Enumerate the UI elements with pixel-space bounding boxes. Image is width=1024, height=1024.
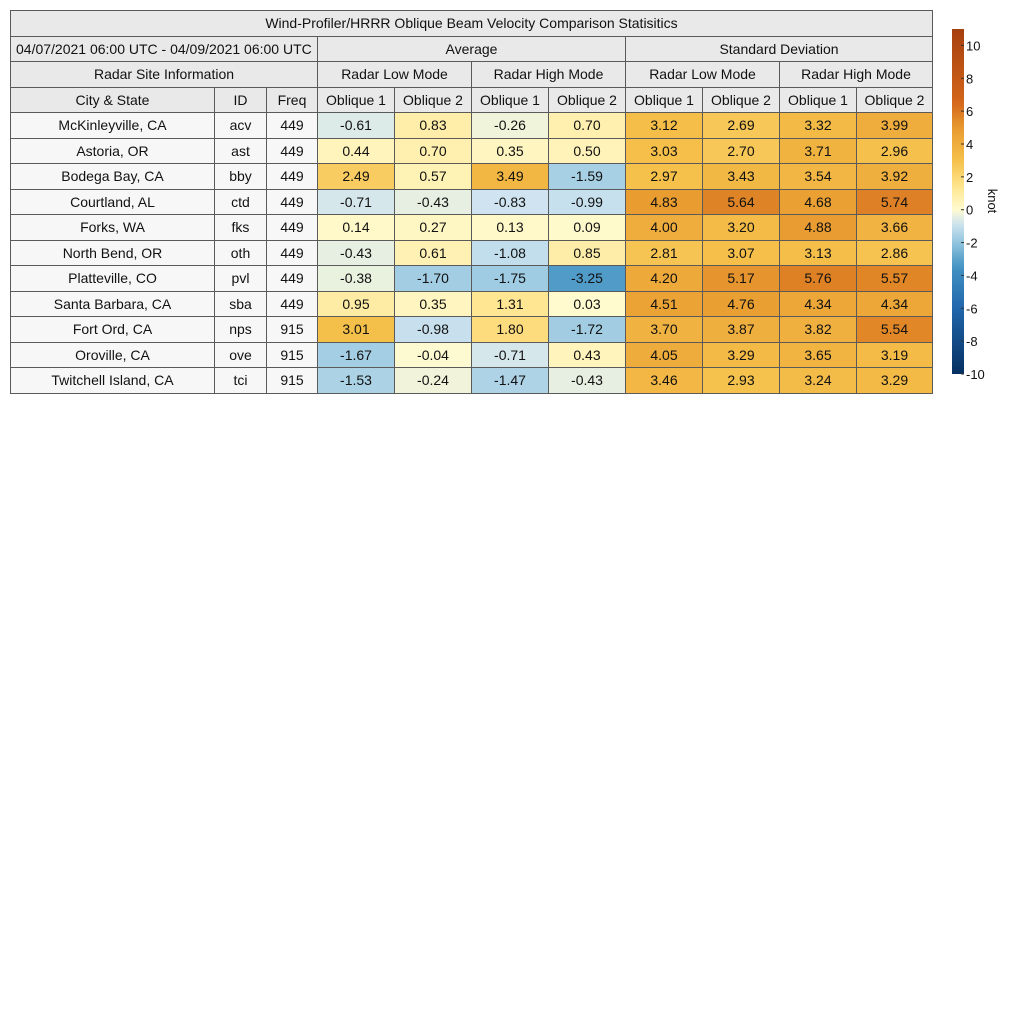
site-freq: 449 xyxy=(267,113,318,139)
stddev-cell: 3.54 xyxy=(780,164,857,190)
stddev-cell: 4.20 xyxy=(626,266,703,292)
site-freq: 449 xyxy=(267,164,318,190)
table-title: Wind-Profiler/HRRR Oblique Beam Velocity Comparison Statisitics xyxy=(11,11,933,37)
site-freq: 915 xyxy=(267,368,318,394)
average-cell: 0.70 xyxy=(395,138,472,164)
table-row xyxy=(11,342,933,368)
site-city: Twitchell Island, CA xyxy=(11,368,215,394)
average-cell: 0.95 xyxy=(318,291,395,317)
site-id: fks xyxy=(215,215,267,241)
site-id: ove xyxy=(215,342,267,368)
stddev-cell: 4.83 xyxy=(626,189,703,215)
stddev-cell: 5.17 xyxy=(703,266,780,292)
stddev-cell: 4.00 xyxy=(626,215,703,241)
stddev-cell: 3.71 xyxy=(780,138,857,164)
site-freq: 915 xyxy=(267,342,318,368)
average-cell: -0.43 xyxy=(549,368,626,394)
stddev-cell: 3.29 xyxy=(857,368,933,394)
average-cell: -0.99 xyxy=(549,189,626,215)
average-cell: -1.53 xyxy=(318,368,395,394)
table-row xyxy=(11,138,933,164)
stddev-cell: 3.13 xyxy=(780,240,857,266)
site-freq: 449 xyxy=(267,240,318,266)
average-cell: -3.25 xyxy=(549,266,626,292)
site-city: McKinleyville, CA xyxy=(11,113,215,139)
stddev-cell: 3.12 xyxy=(626,113,703,139)
stddev-cell: 3.70 xyxy=(626,317,703,343)
colorbar-tick-label: 10 xyxy=(966,38,981,54)
stddev-cell: 3.07 xyxy=(703,240,780,266)
stats-table xyxy=(10,10,933,394)
table-body xyxy=(11,113,933,394)
average-cell: 0.70 xyxy=(549,113,626,139)
site-freq: 915 xyxy=(267,317,318,343)
stddev-cell: 3.03 xyxy=(626,138,703,164)
site-city: Fort Ord, CA xyxy=(11,317,215,343)
stddev-cell: 4.05 xyxy=(626,342,703,368)
stddev-cell: 4.68 xyxy=(780,189,857,215)
stddev-cell: 2.97 xyxy=(626,164,703,190)
average-cell: -0.71 xyxy=(472,342,549,368)
colorbar-tick-label: 6 xyxy=(966,104,974,120)
colorbar-tick-label: 0 xyxy=(966,202,974,218)
stddev-cell: 4.76 xyxy=(703,291,780,317)
average-cell: 3.01 xyxy=(318,317,395,343)
beam-column-header: Oblique 2 xyxy=(703,87,780,113)
stddev-cell: 5.76 xyxy=(780,266,857,292)
beam-column-header: Oblique 1 xyxy=(472,87,549,113)
site-freq: 449 xyxy=(267,291,318,317)
stddev-cell: 2.86 xyxy=(857,240,933,266)
site-city: Oroville, CA xyxy=(11,342,215,368)
average-cell: 0.13 xyxy=(472,215,549,241)
stddev-cell: 3.43 xyxy=(703,164,780,190)
table-row xyxy=(11,113,933,139)
table-row xyxy=(11,164,933,190)
average-cell: -0.83 xyxy=(472,189,549,215)
site-id: pvl xyxy=(215,266,267,292)
average-cell: -1.59 xyxy=(549,164,626,190)
site-freq: 449 xyxy=(267,138,318,164)
site-freq: 449 xyxy=(267,266,318,292)
stddev-cell: 3.46 xyxy=(626,368,703,394)
stddev-cell: 5.57 xyxy=(857,266,933,292)
stddev-cell: 3.87 xyxy=(703,317,780,343)
colorbar-gradient xyxy=(952,29,964,374)
site-freq: 449 xyxy=(267,215,318,241)
stddev-cell: 4.34 xyxy=(780,291,857,317)
average-cell: -0.24 xyxy=(395,368,472,394)
colorbar-tick-label: -10 xyxy=(966,367,985,382)
beam-column-header: Oblique 2 xyxy=(395,87,472,113)
colorbar-tick-label: 4 xyxy=(966,137,974,152)
site-id: bby xyxy=(215,164,267,190)
average-cell: 2.49 xyxy=(318,164,395,190)
site-id: tci xyxy=(215,368,267,394)
average-cell: 0.50 xyxy=(549,138,626,164)
beam-column-header: Oblique 2 xyxy=(857,87,933,113)
avg-low-mode-header: Radar Low Mode xyxy=(318,62,472,88)
average-cell: -1.70 xyxy=(395,266,472,292)
average-cell: -0.38 xyxy=(318,266,395,292)
average-cell: 0.27 xyxy=(395,215,472,241)
beam-column-header: Oblique 1 xyxy=(318,87,395,113)
stddev-cell: 2.81 xyxy=(626,240,703,266)
average-cell: -1.47 xyxy=(472,368,549,394)
site-id: ctd xyxy=(215,189,267,215)
average-cell: 1.80 xyxy=(472,317,549,343)
stddev-cell: 3.24 xyxy=(780,368,857,394)
table-row xyxy=(11,291,933,317)
stddev-cell: 2.69 xyxy=(703,113,780,139)
site-city: Astoria, OR xyxy=(11,138,215,164)
beam-column-header: Oblique 1 xyxy=(780,87,857,113)
site-city: Forks, WA xyxy=(11,215,215,241)
average-cell: 0.03 xyxy=(549,291,626,317)
stddev-cell: 4.34 xyxy=(857,291,933,317)
site-city: Santa Barbara, CA xyxy=(11,291,215,317)
site-freq: 449 xyxy=(267,189,318,215)
table-row xyxy=(11,240,933,266)
stddev-cell: 4.51 xyxy=(626,291,703,317)
average-cell: 3.49 xyxy=(472,164,549,190)
average-cell: -1.67 xyxy=(318,342,395,368)
city-column-header: City & State xyxy=(11,87,215,113)
site-id: acv xyxy=(215,113,267,139)
colorbar-unit-label: knot xyxy=(985,188,1000,214)
colorbar-tick-label: -8 xyxy=(966,334,978,350)
average-cell: -1.08 xyxy=(472,240,549,266)
date-range: 04/07/2021 06:00 UTC - 04/09/2021 06:00 UTC xyxy=(11,36,318,62)
average-cell: -0.71 xyxy=(318,189,395,215)
stddev-cell: 3.29 xyxy=(703,342,780,368)
stddev-cell: 4.88 xyxy=(780,215,857,241)
site-id: oth xyxy=(215,240,267,266)
colorbar-ticks xyxy=(961,38,985,382)
stddev-cell: 3.66 xyxy=(857,215,933,241)
site-id: sba xyxy=(215,291,267,317)
average-cell: 0.61 xyxy=(395,240,472,266)
average-cell: -0.26 xyxy=(472,113,549,139)
beam-column-header: Oblique 1 xyxy=(626,87,703,113)
beam-column-header: Oblique 2 xyxy=(549,87,626,113)
average-cell: 1.31 xyxy=(472,291,549,317)
average-cell: 0.35 xyxy=(472,138,549,164)
average-cell: -0.43 xyxy=(318,240,395,266)
site-city: North Bend, OR xyxy=(11,240,215,266)
std-high-mode-header: Radar High Mode xyxy=(780,62,933,88)
site-city: Courtland, AL xyxy=(11,189,215,215)
colorbar-tick-label: -6 xyxy=(966,301,978,317)
average-cell: -0.61 xyxy=(318,113,395,139)
colorbar-tick-label: 8 xyxy=(966,71,974,87)
average-cell: -0.98 xyxy=(395,317,472,343)
average-cell: 0.43 xyxy=(549,342,626,368)
stddev-cell: 3.65 xyxy=(780,342,857,368)
std-low-mode-header: Radar Low Mode xyxy=(626,62,780,88)
average-group-header: Average xyxy=(318,36,626,62)
site-id: ast xyxy=(215,138,267,164)
colorbar-tick-label: -2 xyxy=(966,235,978,251)
average-cell: -0.43 xyxy=(395,189,472,215)
stddev-cell: 3.20 xyxy=(703,215,780,241)
site-id: nps xyxy=(215,317,267,343)
average-cell: -1.75 xyxy=(472,266,549,292)
freq-column-header: Freq xyxy=(267,87,318,113)
colorbar-tick-label: 2 xyxy=(966,169,974,185)
std-group-header: Standard Deviation xyxy=(626,36,933,62)
average-cell: -1.72 xyxy=(549,317,626,343)
site-info-header: Radar Site Information xyxy=(11,62,318,88)
average-cell: 0.35 xyxy=(395,291,472,317)
stddev-cell: 5.54 xyxy=(857,317,933,343)
table-row xyxy=(11,368,933,394)
stddev-cell: 5.74 xyxy=(857,189,933,215)
average-cell: 0.09 xyxy=(549,215,626,241)
average-cell: 0.85 xyxy=(549,240,626,266)
id-column-header: ID xyxy=(215,87,267,113)
table-row xyxy=(11,266,933,292)
average-cell: 0.57 xyxy=(395,164,472,190)
average-cell: 0.14 xyxy=(318,215,395,241)
avg-high-mode-header: Radar High Mode xyxy=(472,62,626,88)
stddev-cell: 3.82 xyxy=(780,317,857,343)
colorbar-tick-label: -4 xyxy=(966,268,978,284)
stddev-cell: 2.96 xyxy=(857,138,933,164)
average-cell: 0.44 xyxy=(318,138,395,164)
stddev-cell: 2.70 xyxy=(703,138,780,164)
average-cell: -0.04 xyxy=(395,342,472,368)
table-row xyxy=(11,215,933,241)
stddev-cell: 3.92 xyxy=(857,164,933,190)
average-cell: 0.83 xyxy=(395,113,472,139)
stddev-cell: 5.64 xyxy=(703,189,780,215)
site-city: Platteville, CO xyxy=(11,266,215,292)
table-row xyxy=(11,317,933,343)
stddev-cell: 3.19 xyxy=(857,342,933,368)
stddev-cell: 3.32 xyxy=(780,113,857,139)
colorbar xyxy=(940,26,1020,386)
stddev-cell: 2.93 xyxy=(703,368,780,394)
table-row xyxy=(11,189,933,215)
stddev-cell: 3.99 xyxy=(857,113,933,139)
site-city: Bodega Bay, CA xyxy=(11,164,215,190)
